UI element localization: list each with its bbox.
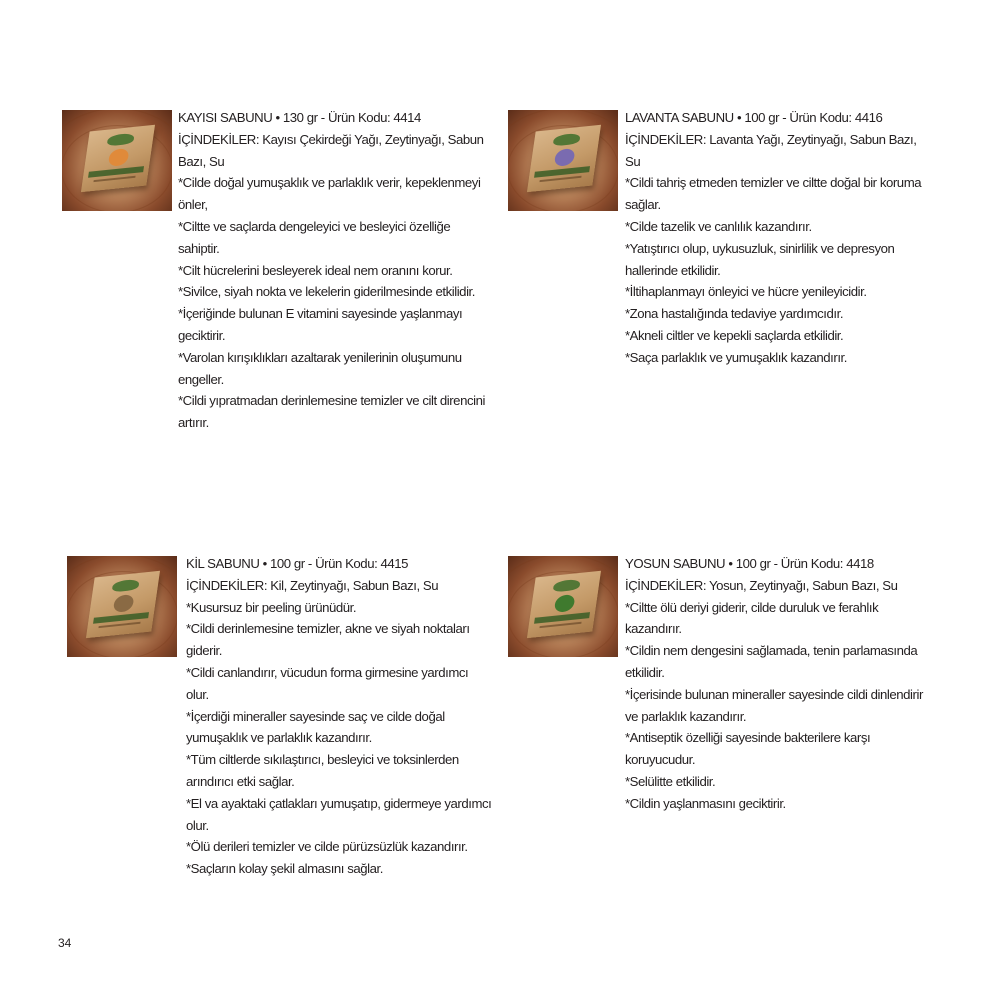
benefit: *Cilde tazelik ve canlılık kazandırır. — [625, 218, 812, 234]
benefit: *Saçların kolay şekil almasını sağlar. — [186, 861, 383, 877]
yosun-text — [625, 553, 933, 815]
ingredients: İÇİNDEKİLER: Kil, Zeytinyağı, Sabun Bazı, Su — [186, 577, 439, 593]
benefit: *Akneli ciltler ve kepekli saçlarda etkilidir. — [625, 327, 844, 343]
benefit: *İçeriğinde bulunan E vitamini sayesinde yaşlanmayı geciktirir. — [178, 306, 463, 343]
benefit: *Tüm ciltlerde sıkılaştırıcı, besleyici ve toksinlerden arındırıcı etki sağlar. — [186, 752, 459, 789]
benefit: *Antiseptik özelliği sayesinde bakterilere karşı koruyucudur. — [625, 730, 871, 768]
benefit: *Selülitte etkilidir. — [625, 773, 716, 789]
benefit: *Cildin yaşlanmasını geciktirir. — [625, 795, 786, 811]
kil-text — [186, 553, 494, 880]
benefit: *Saça parlaklık ve yumuşaklık kazandırır. — [625, 349, 847, 365]
benefit: *Cildin nem dengesini sağlamada, tenin parlamasında etkilidir. — [625, 643, 918, 680]
benefit: *Zona hastalığında tedaviye yardımcıdır. — [625, 306, 844, 322]
benefit: *İçerdiği mineraller sayesinde saç ve cilde doğal yumuşaklık ve parlaklık kazandırır. — [186, 708, 445, 746]
ingredients: İÇİNDEKİLER: Kayısı Çekirdeği Yağı, Zeytinyağı, Sabun Bazı, Su — [178, 131, 484, 169]
lavanta-soap-image — [508, 110, 618, 211]
ingredients: İÇİNDEKİLER: Lavanta Yağı, Zeytinyağı, Sabun Bazı, Su — [625, 131, 917, 169]
benefit: *Kusursuz bir peeling ürünüdür. — [186, 599, 357, 615]
benefit: *Sivilce, siyah nokta ve lekelerin giderilmesinde etkilidir. — [178, 284, 475, 300]
benefit: *Cildi derinlemesine temizler, akne ve siyah noktaları giderir. — [186, 621, 470, 659]
benefit: *İçerisinde bulunan mineraller sayesinde cildi dinlendirir ve parlaklık kazandırır. — [625, 686, 923, 724]
benefit: *Cildi canlandırır, vücudun forma girmesine yardımcı olur. — [186, 664, 469, 702]
product-title: KİL SABUNU • 100 gr - Ürün Kodu: 4415 — [186, 556, 409, 571]
benefit: *Cildi yıpratmadan derinlemesine temizler ve cilt direncini artırır. — [178, 393, 485, 431]
product-title: LAVANTA SABUNU • 100 gr - Ürün Kodu: 4416 — [625, 110, 883, 125]
benefit: *Ciltte ölü deriyi giderir, cilde duruluk ve ferahlık kazandırır. — [625, 599, 879, 637]
lavanta-text — [625, 107, 933, 369]
kayisi-soap-image — [62, 110, 172, 211]
yosun-soap-image — [508, 556, 618, 657]
kayisi-text — [178, 107, 486, 434]
product-title: YOSUN SABUNU • 100 gr - Ürün Kodu: 4418 — [625, 556, 874, 571]
product-title: KAYISI SABUNU • 130 gr - Ürün Kodu: 4414 — [178, 110, 421, 125]
benefit: *Ciltte ve saçlarda dengeleyici ve besleyici özelliğe sahiptir. — [178, 218, 451, 256]
benefit: *Varolan kırışıklıkları azaltarak yenilerinin oluşumunu engeller. — [178, 349, 462, 387]
benefit: *Cilt hücrelerini besleyerek ideal nem oranını korur. — [178, 262, 453, 278]
benefit: *Ölü derileri temizler ve cilde pürüzsüzlük kazandırır. — [186, 839, 468, 855]
benefit: *Cildi tahriş etmeden temizler ve ciltte doğal bir koruma sağlar. — [625, 175, 922, 213]
benefit: *Cilde doğal yumuşaklık ve parlaklık verir, kepeklenmeyi önler, — [178, 175, 481, 213]
benefit: *El va ayaktaki çatlakları yumuşatıp, gidermeye yardımcı olur. — [186, 795, 492, 833]
ingredients: İÇİNDEKİLER: Yosun, Zeytinyağı, Sabun Bazı, Su — [625, 577, 898, 593]
page-number: 34 — [58, 936, 72, 950]
benefit: *İltihaplanmayı önleyici ve hücre yenileyicidir. — [625, 284, 867, 300]
kil-soap-image — [67, 556, 177, 657]
benefit: *Yatıştırıcı olup, uykusuzluk, sinirlilik ve depresyon hallerinde etkilidir. — [625, 240, 895, 278]
